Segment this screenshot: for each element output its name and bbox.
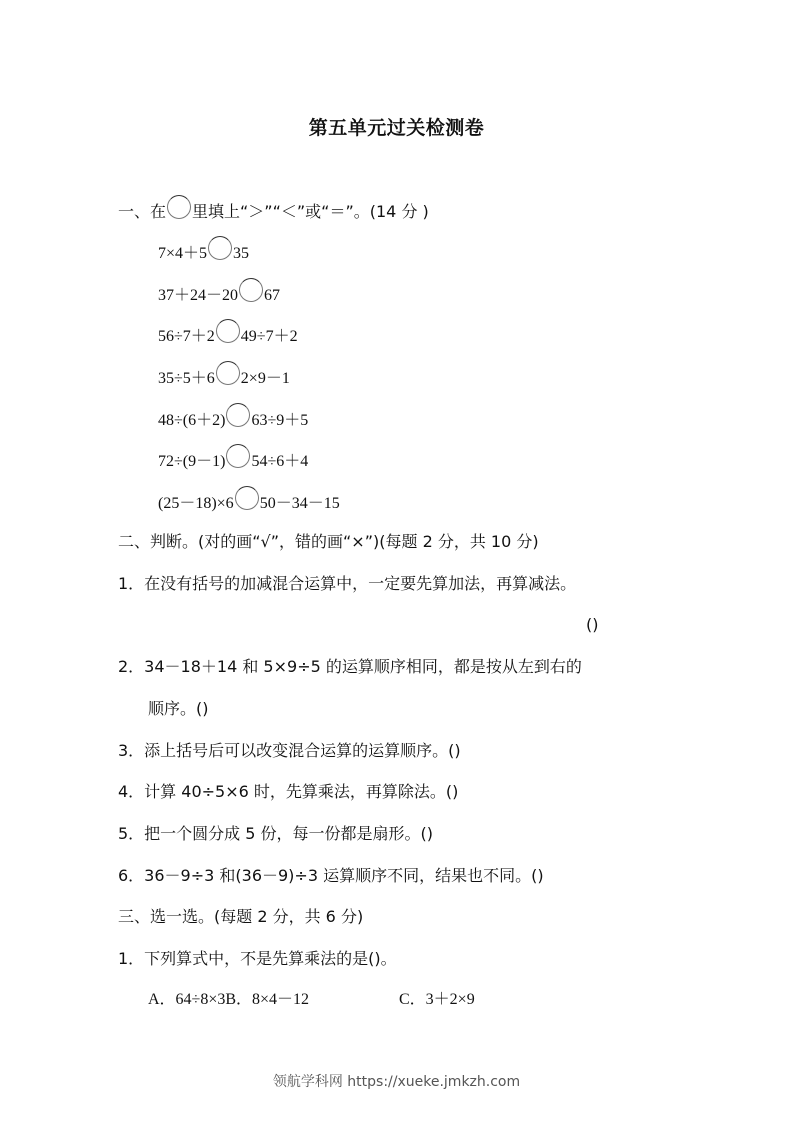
- compare-left: (25－18)×6: [158, 495, 234, 512]
- answer-circle-icon[interactable]: [208, 236, 232, 260]
- section1-heading: [118, 201, 429, 223]
- compare-left: 72÷(9－1): [158, 453, 226, 470]
- judge-q5: 5．把一个圆分成 5 份，每一份都是扇形。(): [118, 824, 434, 843]
- choice-q1: 1．下列算式中，不是先算乘法的是()。: [118, 949, 397, 968]
- section1-heading-post: 里填上“＞”“＜”或“＝”。(14 分 ): [192, 202, 429, 221]
- compare-right: 67: [264, 287, 281, 304]
- compare-item-6: [158, 451, 308, 473]
- compare-item-2: [158, 285, 280, 307]
- judge-q4: 4．计算 40÷5×6 时，先算乘法，再算除法。(): [118, 782, 459, 801]
- judge-q6: 6．36－9÷3 和(36－9)÷3 运算顺序不同，结果也不同。(): [118, 866, 544, 885]
- compare-left: 7×4＋5: [158, 245, 208, 262]
- answer-circle-icon[interactable]: [226, 444, 250, 468]
- choice-options-ab: A．64÷8×3B．8×4－12: [148, 991, 310, 1008]
- compare-item-4: [158, 368, 290, 390]
- judge-q1-answer-paren[interactable]: (): [586, 615, 599, 634]
- compare-left: 48÷(6＋2): [158, 412, 226, 429]
- judge-q1: 1．在没有括号的加减混合运算中，一定要先算加法，再算减法。: [118, 574, 577, 593]
- compare-item-5: [158, 410, 308, 432]
- compare-left: 37＋24－20: [158, 287, 239, 304]
- answer-circle-icon[interactable]: [239, 278, 263, 302]
- compare-item-1: [158, 243, 249, 265]
- compare-right: 35: [233, 245, 250, 262]
- compare-right: 50－34－15: [259, 495, 340, 512]
- compare-right: 63÷9＋5: [251, 412, 309, 429]
- compare-item-3: [158, 326, 298, 348]
- judge-q3: 3．添上括号后可以改变混合运算的运算顺序。(): [118, 741, 461, 760]
- compare-left: 56÷7＋2: [158, 328, 215, 345]
- answer-circle-icon[interactable]: [216, 361, 240, 385]
- section1-heading-pre: 一、在: [118, 202, 167, 221]
- judge-q2-line2: 顺序。(): [148, 699, 209, 718]
- answer-circle-icon[interactable]: [235, 486, 259, 510]
- section2-heading: 二、判断。(对的画“√”，错的画“×”)(每题 2 分，共 10 分): [118, 532, 539, 551]
- section3-heading: 三、选一选。(每题 2 分，共 6 分): [118, 907, 364, 926]
- compare-left: 35÷5＋6: [158, 370, 215, 387]
- footer-watermark: 领航学科网 https://xueke.jmkzh.com: [272, 1074, 521, 1090]
- compare-right: 54÷6＋4: [251, 453, 309, 470]
- compare-right: 2×9－1: [240, 370, 290, 387]
- choice-option-c: C．3＋2×9: [399, 991, 475, 1008]
- answer-circle-icon: [167, 195, 191, 219]
- compare-right: 49÷7＋2: [240, 328, 298, 345]
- compare-item-7: [158, 493, 340, 515]
- answer-circle-icon[interactable]: [216, 319, 240, 343]
- page-title: 第五单元过关检测卷: [308, 117, 485, 139]
- answer-circle-icon[interactable]: [226, 403, 250, 427]
- judge-q2-line1: 2．34－18＋14 和 5×9÷5 的运算顺序相同，都是按从左到右的: [118, 657, 582, 676]
